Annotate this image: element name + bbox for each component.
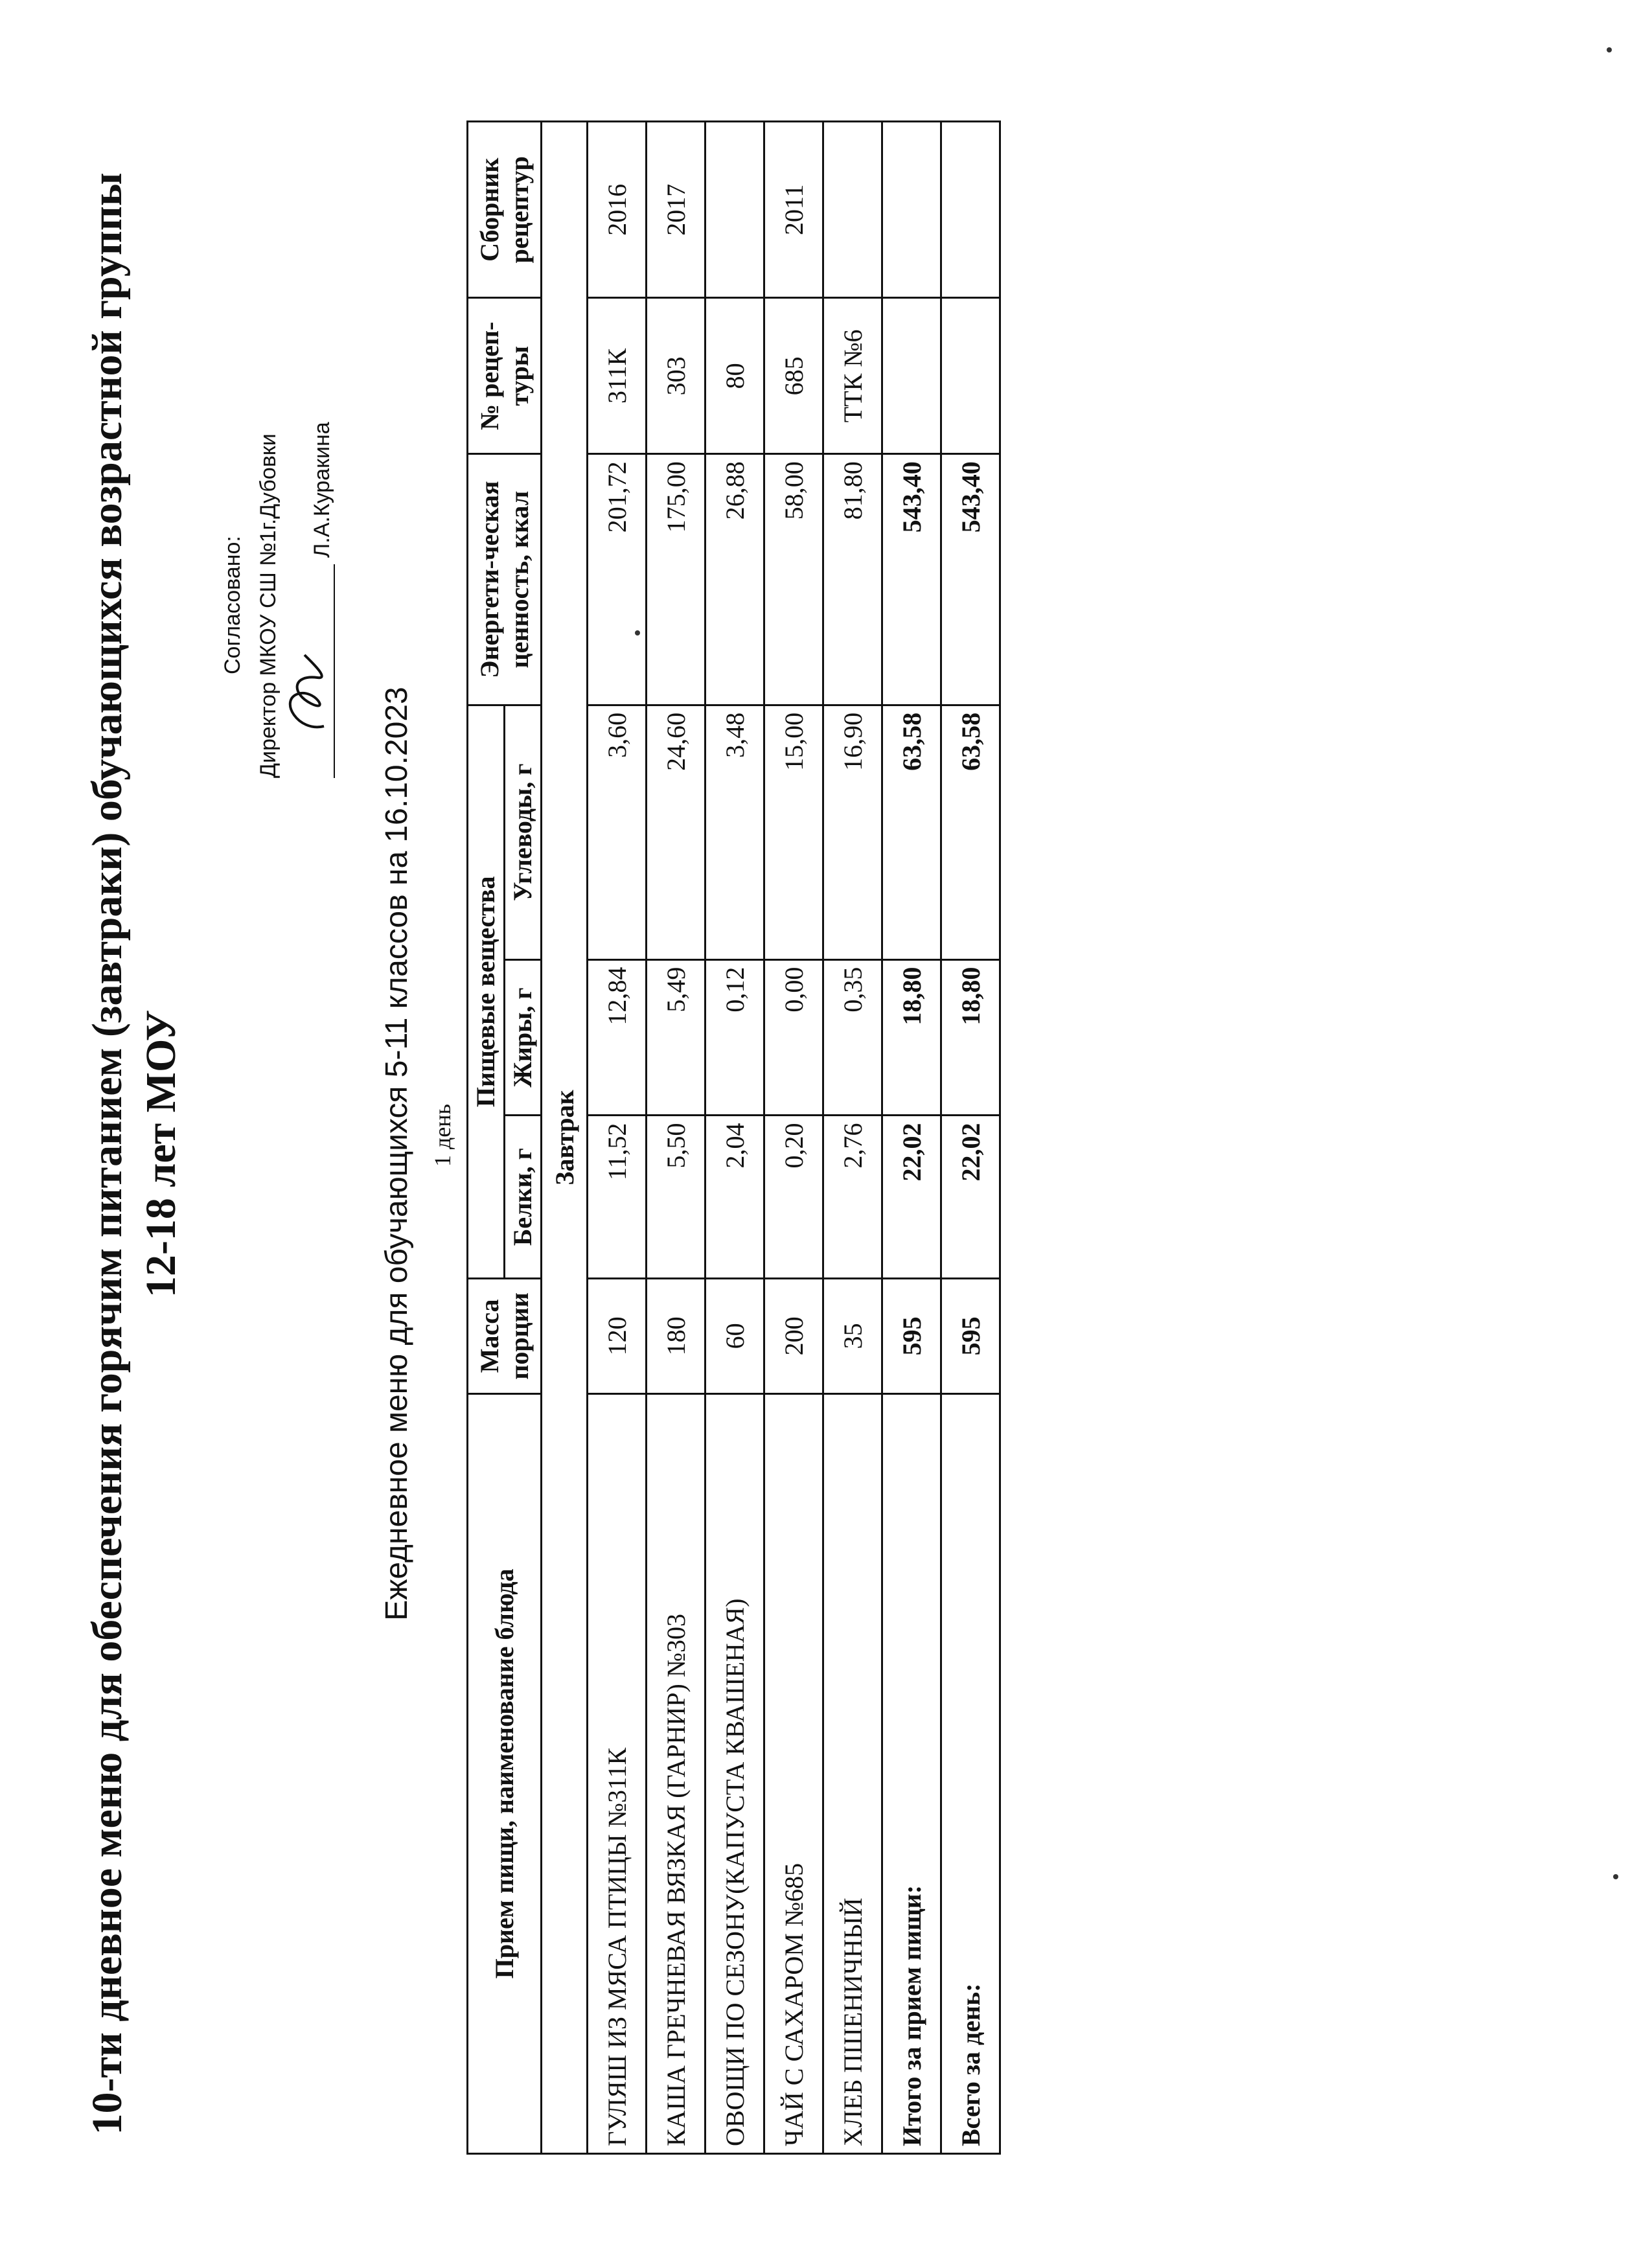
total-fat: 18,80 bbox=[941, 959, 1000, 1116]
subtotal-carbs: 63,58 bbox=[882, 705, 941, 959]
dish-mass: 35 bbox=[823, 1278, 882, 1393]
subtotal-empty bbox=[882, 298, 941, 454]
dish-energy: 26,88 bbox=[706, 454, 764, 705]
dish-carbs: 24,60 bbox=[647, 705, 706, 959]
total-label: Всего за день: bbox=[941, 1393, 1000, 2153]
table-row bbox=[706, 122, 764, 2154]
dish-name: ГУЛЯШ ИЗ МЯСА ПТИЦЫ №311К bbox=[588, 1393, 647, 2153]
dish-carbs: 3,60 bbox=[588, 705, 647, 959]
subtotal-row bbox=[882, 122, 941, 2154]
subtotal-protein: 22,02 bbox=[882, 1116, 941, 1278]
scan-speck bbox=[1613, 1874, 1618, 1879]
dish-collection bbox=[706, 122, 764, 298]
subtotal-energy: 543,40 bbox=[882, 454, 941, 705]
header-name: Прием пищи, наименование блюда bbox=[468, 1393, 542, 2153]
approval-label: Согласовано: bbox=[220, 536, 245, 674]
approval-name: Л.А.Куракина bbox=[310, 422, 334, 558]
dish-name: ОВОЩИ ПО СЕЗОНУ(КАПУСТА КВАШЕНАЯ) bbox=[706, 1393, 764, 2153]
dish-fat: 12,84 bbox=[588, 959, 647, 1116]
header-protein: Белки, г bbox=[505, 1116, 542, 1278]
dish-mass: 120 bbox=[588, 1278, 647, 1393]
table-row bbox=[764, 122, 823, 2154]
dish-name: ХЛЕБ ПШЕНИЧНЫЙ bbox=[823, 1393, 882, 2153]
menu-title: Ежедневное меню для обучающихся 5-11 классов на 16.10.2023 bbox=[380, 687, 414, 1621]
total-empty bbox=[941, 122, 1000, 298]
total-empty bbox=[941, 298, 1000, 454]
day-label: 1 день bbox=[430, 1104, 455, 1167]
dish-energy: 81,80 bbox=[823, 454, 882, 705]
table-header-row bbox=[468, 122, 505, 2154]
header-recipe-no: № рецеп-туры bbox=[468, 298, 542, 454]
dish-recipe-no: 80 bbox=[706, 298, 764, 454]
total-row bbox=[941, 122, 1000, 2154]
dish-fat: 0,35 bbox=[823, 959, 882, 1116]
dish-carbs: 3,48 bbox=[706, 705, 764, 959]
dish-recipe-no: 303 bbox=[647, 298, 706, 454]
subtotal-mass: 595 bbox=[882, 1278, 941, 1393]
dish-name: КАША ГРЕЧНЕВАЯ ВЯЗКАЯ (ГАРНИР) №303 bbox=[647, 1393, 706, 2153]
dish-carbs: 16,90 bbox=[823, 705, 882, 959]
header-carbs: Углеводы, г bbox=[505, 705, 542, 959]
dish-fat: 5,49 bbox=[647, 959, 706, 1116]
dish-collection: 2017 bbox=[647, 122, 706, 298]
scan-speck bbox=[1607, 47, 1612, 52]
dish-protein: 2,76 bbox=[823, 1116, 882, 1278]
subtotal-empty bbox=[882, 122, 941, 298]
dish-recipe-no: ТТК №6 bbox=[823, 298, 882, 454]
section-label: Завтрак bbox=[542, 122, 588, 2154]
dish-energy: 58,00 bbox=[764, 454, 823, 705]
dish-collection: 2011 bbox=[764, 122, 823, 298]
table-row bbox=[823, 122, 882, 2154]
scan-speck bbox=[635, 630, 640, 636]
dish-carbs: 15,00 bbox=[764, 705, 823, 959]
dish-recipe-no: 685 bbox=[764, 298, 823, 454]
dish-protein: 5,50 bbox=[647, 1116, 706, 1278]
dish-fat: 0,12 bbox=[706, 959, 764, 1116]
dish-mass: 200 bbox=[764, 1278, 823, 1393]
dish-protein: 11,52 bbox=[588, 1116, 647, 1278]
total-energy: 543,40 bbox=[941, 454, 1000, 705]
header-mass: Масса порции bbox=[468, 1278, 542, 1393]
document-title-line2: 12-18 лет МОУ bbox=[137, 1009, 185, 1298]
dish-energy: 201,72 bbox=[588, 454, 647, 705]
total-carbs: 63,58 bbox=[941, 705, 1000, 959]
header-nutrients: Пищевые вещества bbox=[468, 705, 505, 1278]
dish-collection bbox=[823, 122, 882, 298]
dish-fat: 0,00 bbox=[764, 959, 823, 1116]
subtotal-fat: 18,80 bbox=[882, 959, 941, 1116]
dish-mass: 60 bbox=[706, 1278, 764, 1393]
dish-protein: 0,20 bbox=[764, 1116, 823, 1278]
document-title-line1: 10-ти дневное меню для обеспечения горячим питанием (завтраки) обучающихся возрастной группы bbox=[84, 172, 131, 2135]
subtotal-label: Итого за прием пищи: bbox=[882, 1393, 941, 2153]
section-row bbox=[542, 122, 588, 2154]
dish-collection: 2016 bbox=[588, 122, 647, 298]
dish-name: ЧАЙ С САХАРОМ №685 bbox=[764, 1393, 823, 2153]
signature-icon bbox=[272, 648, 343, 739]
dish-mass: 180 bbox=[647, 1278, 706, 1393]
header-fat: Жиры, г bbox=[505, 959, 542, 1116]
dish-recipe-no: 311К bbox=[588, 298, 647, 454]
menu-table bbox=[466, 120, 1001, 2155]
dish-energy: 175,00 bbox=[647, 454, 706, 705]
total-protein: 22,02 bbox=[941, 1116, 1000, 1278]
header-energy: Энергети-ческая ценность, ккал bbox=[468, 454, 542, 705]
table-row bbox=[647, 122, 706, 2154]
total-mass: 595 bbox=[941, 1278, 1000, 1393]
header-collection: Сборник рецептур bbox=[468, 122, 542, 298]
approval-director: Директор МКОУ СШ №1г.Дубовки bbox=[256, 433, 281, 778]
table-row bbox=[588, 122, 647, 2154]
dish-protein: 2,04 bbox=[706, 1116, 764, 1278]
